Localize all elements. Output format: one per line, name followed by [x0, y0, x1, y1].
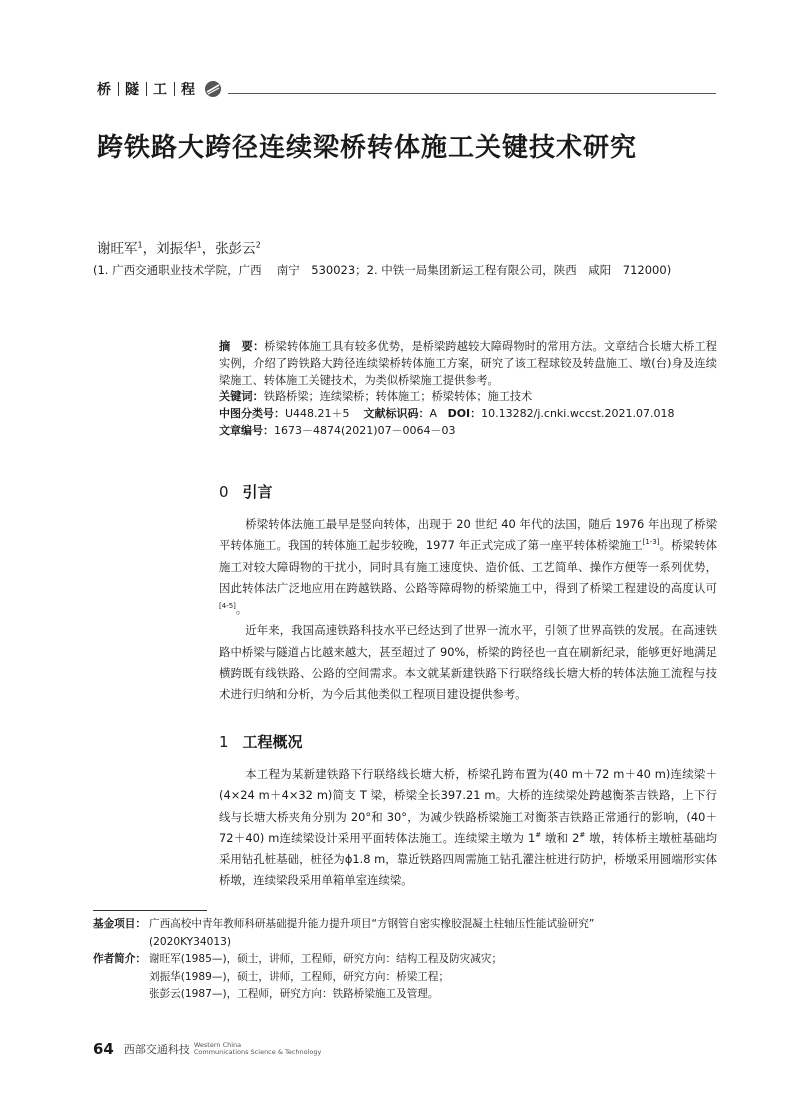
section-char: 程 — [181, 82, 196, 98]
doc-code-label: 文献标识码： — [363, 407, 430, 421]
paragraph — [219, 620, 717, 705]
fund-text: 广西高校中青年教师科研基础提升能力提升项目“方钢管自密实橡胶混凝土柱轴压性能试验研究” — [149, 918, 595, 930]
article-number-line — [219, 423, 717, 440]
journal-name-en-line: Western China — [193, 1041, 242, 1049]
doc-code-value: A — [429, 407, 438, 421]
author-bio: 谢旺军(1985—)，硕士，讲师，工程师，研究方向：结构工程及防灾减灾； — [149, 953, 503, 965]
section-heading — [219, 481, 273, 502]
fund-row — [93, 916, 717, 934]
author-affil-mark: 2 — [255, 240, 261, 250]
keywords — [219, 389, 717, 406]
paragraph-text: 本工程为某新建铁路下行联络线长塘大桥，桥梁孔跨布置为(40 m＋72 m＋40 m)连续梁＋(4×24 m＋4×32 m)简支 T 梁，桥梁全长397.21 m。大桥的连续梁处跨越衡茶吉铁路，上下行线与长塘大桥夹角分别为 20°和 30°，为减少铁路桥梁施工对衡茶吉铁路正常通行的影响，(40＋72＋40) m连续梁设计采用平面转体法施工。连续梁主墩为 1 — [219, 767, 717, 845]
section-number: 0 — [219, 483, 229, 501]
footnote-rule — [93, 910, 207, 911]
section-char: 工 — [153, 82, 168, 98]
doi-value: 10.13282/j.cnki.wccst.2021.07.018 — [481, 407, 675, 421]
author-name: 谢旺军 — [97, 241, 138, 257]
section-body — [219, 764, 717, 892]
journal-name-en — [194, 1042, 322, 1056]
pier-mark: # — [535, 831, 542, 840]
paragraph — [219, 764, 717, 892]
section-body — [219, 514, 717, 706]
journal-name-en-line: Communications Science & Technology — [193, 1048, 322, 1056]
author-name: 刘振华 — [156, 241, 197, 257]
divider — [146, 82, 147, 96]
author-affil-mark: 1 — [137, 240, 143, 250]
author-name: 张彭云 — [215, 241, 256, 257]
divider — [118, 82, 119, 96]
citation-ref: [1-3] — [642, 538, 660, 547]
abstract — [219, 339, 717, 389]
paragraph-text: 。 — [235, 602, 248, 617]
affiliations: (1. 广西交通职业技术学院，广西 南宁 530023；2. 中铁一局集团新运工程有限公司，陕西 咸阳 712000) — [93, 263, 672, 277]
author-separator: ， — [142, 241, 157, 257]
paragraph — [219, 514, 717, 620]
doi-label: DOI： — [447, 407, 482, 421]
clc-label: 中图分类号： — [219, 407, 285, 421]
classification-line — [219, 406, 717, 423]
section-logo-icon — [204, 80, 222, 98]
section-number: 1 — [219, 733, 229, 751]
author-separator: ， — [201, 241, 216, 257]
abstract-block — [219, 339, 717, 440]
footnotes — [93, 916, 717, 1004]
citation-ref: [4-5] — [219, 602, 236, 611]
journal-name: 西部交通科技 — [123, 1043, 190, 1056]
paragraph-text: 墩，转体桥主墩桩基础均采用钻孔桩基础，桩径为ϕ1.8 m，靠近铁路四周需施工钻孔灌注桩进行防护，桥墩采用圆端形实体桥墩，连续梁段采用单箱单室连续梁。 — [219, 830, 717, 888]
page-number: 64 — [93, 1040, 114, 1058]
paragraph-text: 墩和 2 — [541, 830, 580, 845]
keywords-text: 铁路桥梁；连续梁桥；转体施工；桥梁转体；施工技术 — [263, 390, 533, 404]
article-title: 跨铁路大跨径连续梁桥转体施工关键技术研究 — [97, 133, 638, 163]
paragraph-text: 近年来，我国高速铁路科技水平已经达到了世界一流水平，引领了世界高铁的发展。在高速铁路中桥梁与隧道占比越来越大，甚至超过了 90%，桥梁的跨径也一直在刷新纪录，能够更好地满足横跨既有线铁路、公路的空间需求。本文就某新建铁路下行联络线长塘大桥的转体法施工流程与技术进行归纳和分析，为今后其他类似工程项目建设提供参考。 — [219, 623, 717, 702]
divider — [174, 82, 175, 96]
bio-label: 作者简介： — [93, 953, 146, 965]
section-title: 引言 — [242, 483, 273, 501]
section-char: 隧 — [125, 82, 140, 98]
bio-row — [93, 951, 717, 969]
author-bio: 刘振华(1989—)，硕士，讲师，工程师，研究方向：桥梁工程； — [149, 970, 450, 983]
clc-value: U448.21＋5 — [285, 407, 350, 421]
abstract-label: 摘 要： — [219, 340, 265, 353]
section-heading — [219, 731, 303, 752]
section-char: 桥 — [97, 82, 112, 98]
fund-code: (2020KY34013) — [149, 935, 231, 948]
fund-label: 基金项目： — [93, 918, 146, 930]
pier-mark: # — [579, 831, 586, 840]
article-no-value: 1673－4874(2021)07－0064－03 — [274, 423, 456, 437]
keywords-label: 关键词： — [219, 390, 264, 404]
page-footer — [93, 1040, 321, 1058]
article-no-label: 文章编号： — [219, 423, 274, 437]
section-title: 工程概况 — [242, 733, 303, 751]
author-affil-mark: 1 — [196, 240, 202, 250]
paragraph-text: 桥梁转体法施工最早是竖向转体，出现于 20 世纪 40 年代的法国，随后 1976 年出现了桥梁平转体施工。我国的转体施工起步较晚，1977 年正式完成了第一座平转体桥梁施工 — [219, 517, 717, 553]
paragraph-text: 。桥梁转体施工对较大障碍物的干扰小，同时具有施工速度快、造价低、工艺简单、操作方便等一系列优势，因此转体法广泛地应用在跨越铁路、公路等障碍物的桥梁施工中，得到了桥梁工程建设的高度认可 — [219, 538, 717, 595]
section-tag — [97, 79, 222, 99]
author-list — [97, 237, 261, 257]
author-bio: 张彭云(1987—)，工程师，研究方向：铁路桥梁施工及管理。 — [149, 988, 439, 1000]
abstract-text: 桥梁转体施工具有较多优势，是桥梁跨越较大障碍物时的常用方法。文章结合长塘大桥工程实例，介绍了跨铁路大跨径连续梁桥转体施工方案，研究了该工程球铰及转盘施工、墩(台)身及连续梁施工、转体施工关键技术，为类似桥梁施工提供参考。 — [219, 340, 717, 387]
header-rule — [228, 93, 716, 94]
